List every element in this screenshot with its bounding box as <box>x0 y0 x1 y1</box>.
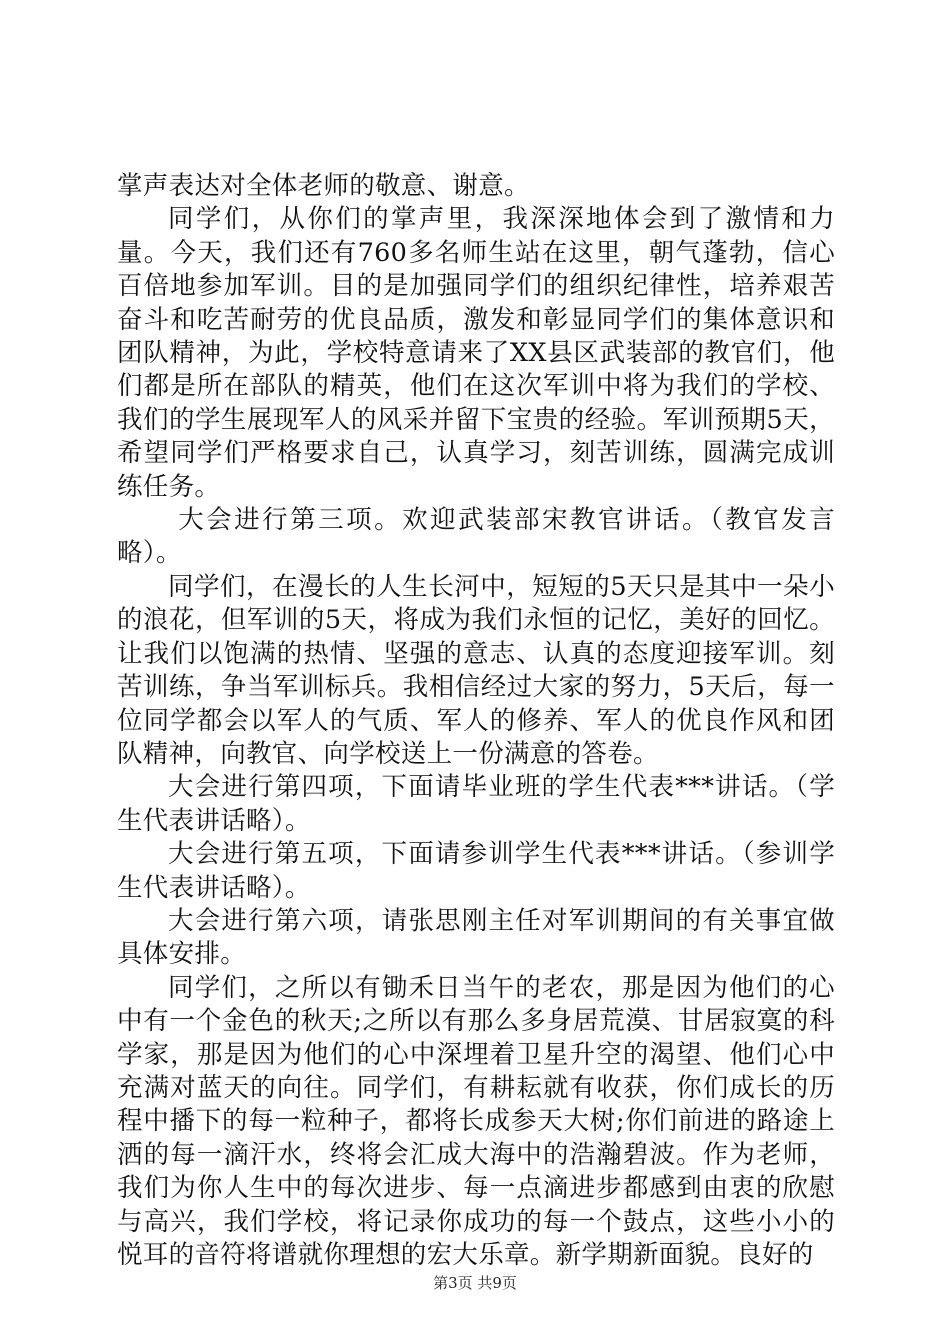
paragraph-continuation: 掌声表达对全体老师的敬意、谢意。 <box>117 171 530 201</box>
paragraph-closing-remarks: 同学们，之所以有锄禾日当午的老农，那是因为他们的心中有一个金色的秋天;之所以有那么多身居荒漠、甘居寂寞的科学家，那是因为他们的心中深埋着卫星升空的渴望、他们心中充满对蓝天的向往。同学们，有耕耘就有收获，你们成长的历程中播下的每一粒种子，都将长成参天大树;你们前进的路途上洒的每一滴汗水，终将会汇成大海中的浩瀚碧波。作为老师，我们为你人生中的每次进步、每一点滴进步都感到由衷的欣慰与高兴，我们学校，将记录你成功的每一个鼓点，这些小小的悦耳的音符将谱就你理想的宏大乐章。新学期新面貌。良好的 <box>117 972 835 1270</box>
document-body <box>117 170 835 1272</box>
paragraph-item-four: 大会进行第四项，下面请毕业班的学生代表***讲话。（学生代表讲话略）。 <box>117 772 835 836</box>
paragraph-item-six: 大会进行第六项，请张思刚主任对军训期间的有关事宜做具体安排。 <box>117 905 835 970</box>
paragraph-item-three: 大会进行第三项。欢迎武装部宋教官讲话。（教官发言略）。 <box>117 505 835 569</box>
paragraph-item-five: 大会进行第五项，下面请参训学生代表***讲话。（参训学生代表讲话略）。 <box>117 839 835 903</box>
page-number-footer: 第3页 共9页 <box>433 1274 517 1292</box>
paragraph-five-days: 同学们，在漫长的人生长河中，短短的5天只是其中一朵小的浪花，但军训的5天，将成为我们永恒的记忆，美好的回忆。让我们以饱满的热情、坚强的意志、认真的态度迎接军训。刻苦训练，争当军训标兵。我相信经过大家的努力，5天后，每一位同学都会以军人的气质、军人的修养、军人的优良作风和团队精神，向教官、向学校送上一份满意的答卷。 <box>117 571 835 769</box>
paragraph-military-training-intro: 同学们，从你们的掌声里，我深深地体会到了激情和力量。今天，我们还有760多名师生站在这里，朝气蓬勃，信心百倍地参加军训。目的是加强同学们的组织纪律性，培养艰苦奋斗和吃苦耐劳的优良品质，激发和彰显同学们的集体意识和团队精神，为此，学校特意请来了XX县区武装部的教官们，他们都是所在部队的精英，他们在这次军训中将为我们的学校、我们的学生展现军人的风采并留下宝贵的经验。军训预期5天，希望同学们严格要求自己，认真学习，刻苦训练，圆满完成训练任务。 <box>117 204 835 502</box>
